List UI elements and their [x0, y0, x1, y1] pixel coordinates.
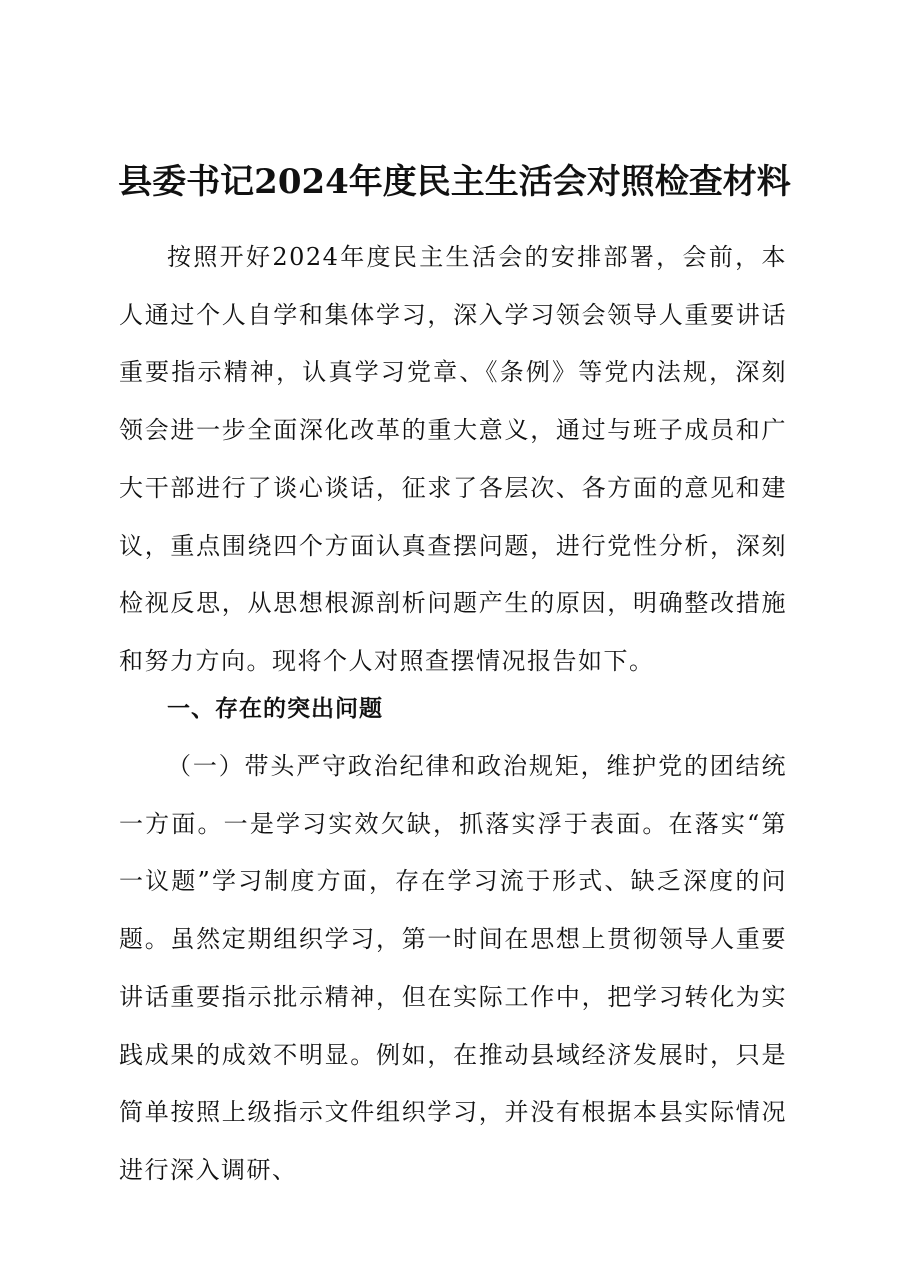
section-heading: 一、存在的突出问题 — [167, 696, 383, 722]
section-paragraph: （一）带头严守政治纪律和政治规矩，维护党的团结统一方面。一是学习实效欠缺，抓落实浮于表面。在落实“第一议题”学习制度方面，存在学习流于形式、缺乏深度的问题。虽然定期组织学习，第一时间在思想上贯彻领导人重要讲话重要指示批示精神，但在实际工作中，把学习转化为实践成果的成效不明显。例如，在推动县域经济发展时，只是简单按照上级指示文件组织学习，并没有根据本县实际情况进行深入调研、 — [119, 752, 787, 1184]
document-title: 县委书记2024年度民主生活会对照检查材料 — [118, 162, 791, 202]
intro-paragraph: 按照开好2024年度民主生活会的安排部署，会前，本人通过个人自学和集体学习，深入学习领会领导人重要讲话重要指示精神，认真学习党章、《条例》等党内法规，深刻领会进一步全面深化改革的重大意义，通过与班子成员和广大干部进行了谈心谈话，征求了各层次、各方面的意见和建议，重点围绕四个方面认真查摆问题，进行党性分析，深刻检视反思，从思想根源剖析问题产生的原因，明确整改措施和努力方向。现将个人对照查摆情况报告如下。 — [119, 243, 787, 675]
